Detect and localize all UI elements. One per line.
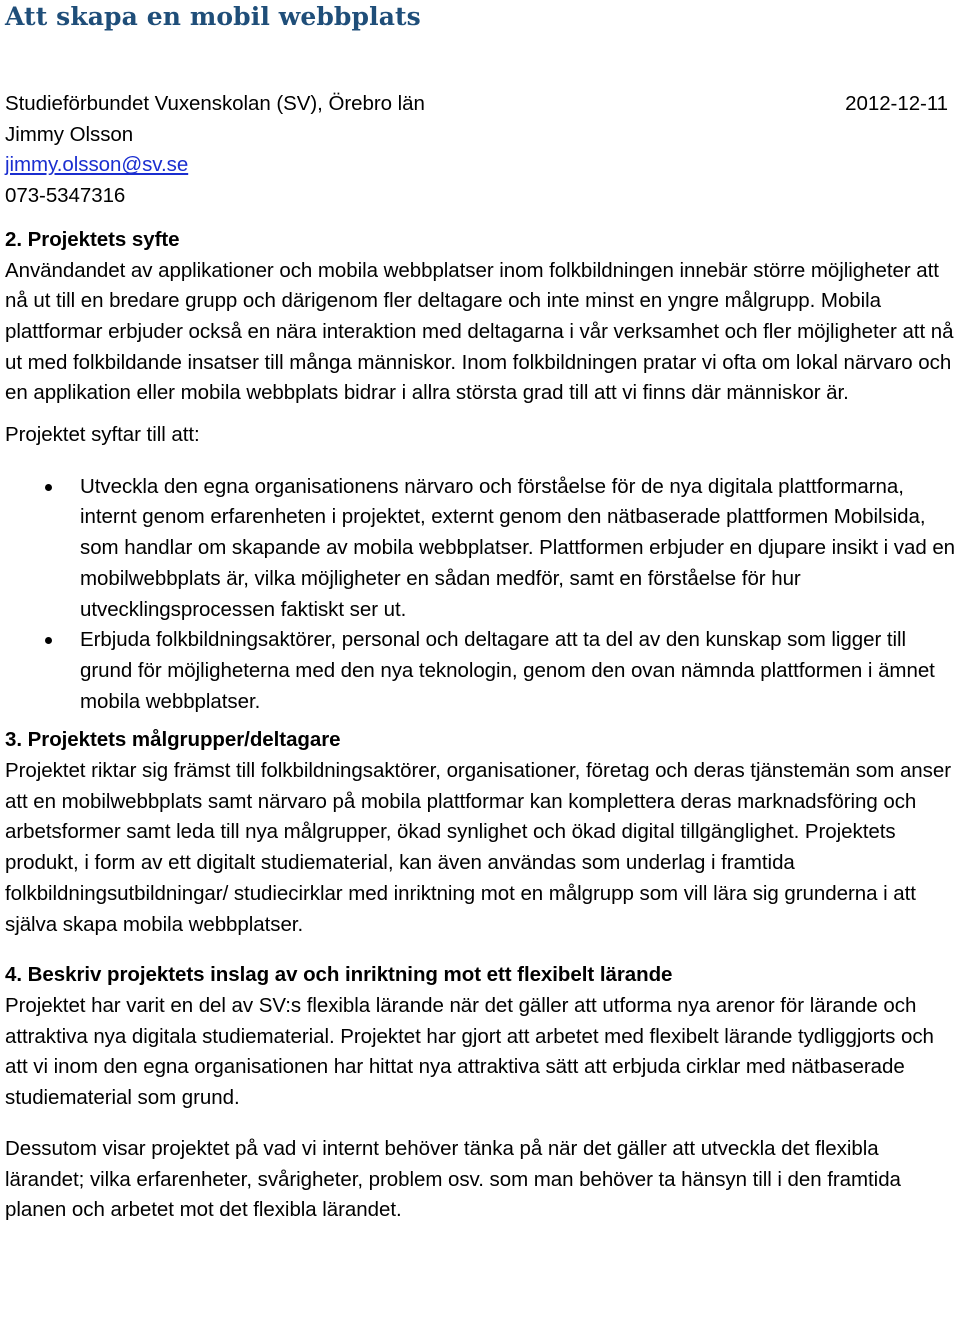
section-4 — [5, 960, 960, 1226]
list-item-text: Utveckla den egna organisationens närvaro och förståelse för de nya digitala plattformarna, internt genom erfarenheten i projektet, externt genom den nätbaserade plattformen Mobilsida, som handlar om skapande av mobila webbplatser. Plattformen erbjuder en djupare insikt i vad en mobilwebbplats är, vilka möjligheter en sådan medför, samt en förståelse för hur utvecklingsprocessen faktiskt ser ut. — [80, 474, 956, 621]
document-date: 2012-12-11 — [845, 92, 948, 115]
bullet-icon — [45, 637, 52, 644]
organization-name: Studieförbundet Vuxenskolan (SV), Örebro län — [5, 92, 425, 115]
section-2-heading: 2. Projektets syfte — [5, 227, 180, 251]
section-3-paragraph: Projektet riktar sig främst till folkbildningsaktörer, organisationer, företag och deras tjänstemän som anser att en mobilwebbplats samt närvaro på mobila plattformar kan komplettera deras marknadsföring och arbetsformer samt leda till nya målgrupper, ökad synlighet och ökad digital tillgänglighet. Projektets produkt, i form av ett digitalt studiematerial, kan även användas som underlag i framtida folkbildningsutbildningar/ studiecirklar med inriktning mot en målgrupp som vill lära sig grunderna i att själva skapa mobila webbplatser. — [5, 759, 951, 936]
document-title: Att skapa en mobil webbplats — [5, 2, 421, 31]
document-page — [5, 0, 960, 1226]
section-2-lead: Projektet syftar till att: — [5, 423, 200, 447]
section-4-heading: 4. Beskriv projektets inslag av och inriktning mot ett flexibelt lärande — [5, 963, 673, 987]
contact-name: Jimmy Olsson — [5, 122, 134, 146]
section-3-heading: 3. Projektets målgrupper/deltagare — [5, 728, 341, 752]
list-item-text: Erbjuda folkbildningsaktörer, personal och deltagare att ta del av den kunskap som ligger till grund för möjligheterna med den nya teknologin, genom den ovan nämnda plattformen i ämnet mobila webbplatser. — [80, 628, 935, 713]
section-4-paragraph-1: Projektet har varit en del av SV:s flexibla lärande när det gäller att utforma nya arenor för lärande och attraktiva nya digitala studiematerial. Projektet har gjort att arbetet med flexibelt lärande tydliggjorts och att vi inom den egna organisationen har hittat nya attraktiva sätt att erbjuda cirklar med nätbaserade studiematerial som grund. — [5, 993, 934, 1110]
section-4-paragraph-2: Dessutom visar projektet på vad vi internt behöver tänka på när det gäller att utveckla det flexibla lärandet; vilka erfarenheter, svårigheter, problem osv. som man behöver ta hänsyn till i den framtida planen och arbetet mot det flexibla lärandet. — [5, 1136, 901, 1222]
email-link[interactable]: jimmy.olsson@sv.se — [5, 153, 189, 177]
section-3 — [5, 725, 960, 940]
section-2-bullet-list — [5, 472, 960, 718]
meta-row-organization — [5, 89, 948, 120]
document-meta — [5, 89, 960, 212]
section-2-paragraph: Användandet av applikationer och mobila webbplatser inom folkbildningen innebär större möjligheter att nå ut till en bredare grupp och därigenom fler deltagare och inte minst en yngre målgrupp. Mobila plattformar erbjuder också en nära interaktion med deltagarna i vår verksamhet och fler möjligheter att nå ut med folkbildande insatser till många människor. Inom folkbildningen pratar vi ofta om lokal närvaro och en applikation eller mobila webbplats bidrar i allra största grad till att vi finns där människor är. — [5, 258, 954, 405]
section-2 — [5, 225, 960, 718]
bullet-icon — [45, 484, 52, 491]
list-item — [5, 625, 960, 717]
list-item — [5, 472, 960, 626]
phone-number: 073-5347316 — [5, 184, 126, 208]
